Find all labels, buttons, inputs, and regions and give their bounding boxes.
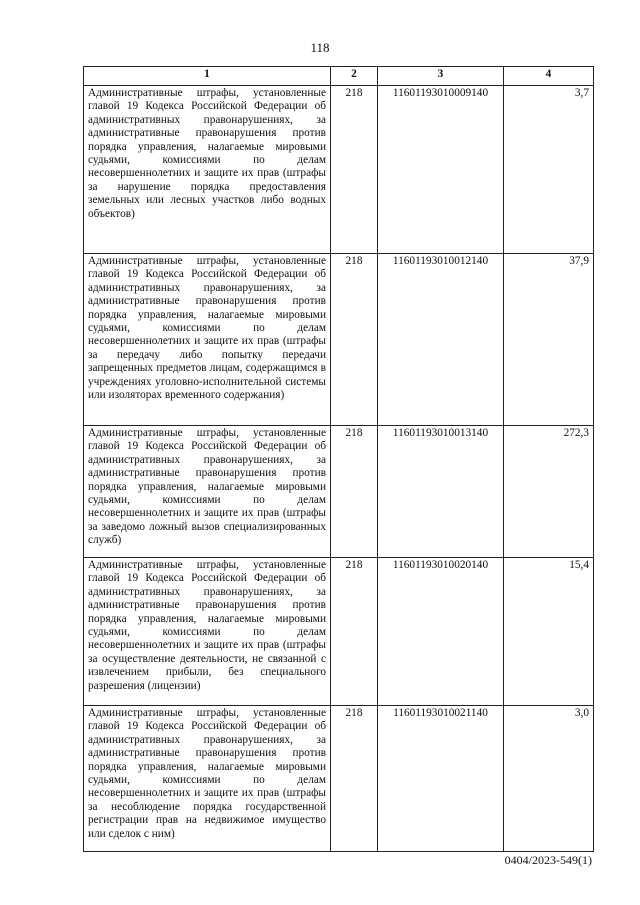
row-amount: 37,9 [504, 254, 594, 426]
column-header-3: 3 [378, 67, 504, 86]
row-kbk-code: 11601193010013140 [378, 426, 504, 558]
row-description: Административные штрафы, установленные главой 19 Кодекса Российской Федерации об административных правонарушениях, за административные правонарушения против порядка управления, налагаемые мировыми судьями, комиссиями по делам несовершеннолетних и защите их прав (штрафы за заведомо ложный вызов специализированных служб) [84, 426, 331, 558]
row-amount: 3,0 [504, 706, 594, 852]
budget-table [83, 66, 594, 852]
page-number: 118 [310, 40, 330, 55]
row-admin-code: 218 [331, 558, 378, 706]
table-row [84, 426, 594, 558]
table-row [84, 86, 594, 254]
row-description: Административные штрафы, установленные главой 19 Кодекса Российской Федерации об административных правонарушениях, за административные правонарушения против порядка управления, налагаемые мировыми судьями, комиссиями по делам несовершеннолетних и защите их прав (штрафы за нарушение порядка предоставления земельных или лесных участков либо водных объектов) [84, 86, 331, 254]
table-row [84, 558, 594, 706]
row-amount: 3,7 [504, 86, 594, 254]
row-admin-code: 218 [331, 86, 378, 254]
row-admin-code: 218 [331, 706, 378, 852]
row-kbk-code: 11601193010012140 [378, 254, 504, 426]
row-admin-code: 218 [331, 254, 378, 426]
column-header-2: 2 [331, 67, 378, 86]
row-description: Административные штрафы, установленные главой 19 Кодекса Российской Федерации об административных правонарушениях, за административные правонарушения против порядка управления, налагаемые мировыми судьями, комиссиями по делам несовершеннолетних и защите их прав (штрафы за осуществление деятельности, не связанной с извлечением прибыли, без специального разрешения (лицензии) [84, 558, 331, 706]
row-amount: 15,4 [504, 558, 594, 706]
row-kbk-code: 11601193010009140 [378, 86, 504, 254]
row-amount: 272,3 [504, 426, 594, 558]
column-header-4: 4 [504, 67, 594, 86]
table-row [84, 706, 594, 852]
row-kbk-code: 11601193010021140 [378, 706, 504, 852]
row-description: Административные штрафы, установленные главой 19 Кодекса Российской Федерации об административных правонарушениях, за административные правонарушения против порядка управления, налагаемые мировыми судьями, комиссиями по делам несовершеннолетних и защите их прав (штрафы за передачу либо попытку передачи запрещенных предметов лицам, содержащимся в учреждениях уголовно-исполнительной системы или изоляторах временного содержания) [84, 254, 331, 426]
document-code: 0404/2023-549(1) [504, 853, 592, 867]
column-header-1: 1 [84, 67, 331, 86]
row-kbk-code: 11601193010020140 [378, 558, 504, 706]
row-description: Административные штрафы, установленные главой 19 Кодекса Российской Федерации об административных правонарушениях, за административные правонарушения против порядка управления, налагаемые мировыми судьями, комиссиями по делам несовершеннолетних и защите их прав (штрафы за несоблюдение порядка государственной регистрации прав на недвижимое имущество или сделок с ним) [84, 706, 331, 852]
table-row [84, 254, 594, 426]
row-admin-code: 218 [331, 426, 378, 558]
table-header-row [84, 67, 594, 86]
